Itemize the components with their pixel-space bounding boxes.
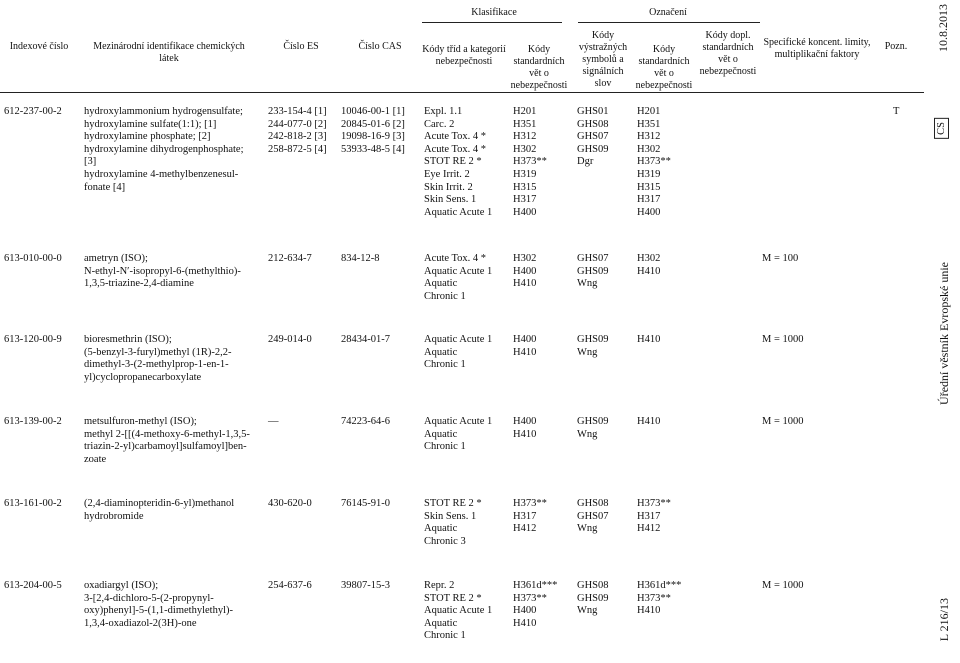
row-4-name: metsulfuron-methyl (ISO); methyl 2-[[(4-methoxy-6-methyl-1,3,5- triazin-2-yl)carbamoyl]sulfamoyl]ben- zoate <box>84 416 250 465</box>
row-2-name: ametryn (ISO); N-ethyl-N′-isopropyl-6-(methylthio)- 1,3,5-triazine-2,4-diamine <box>84 253 241 290</box>
row-4-limits: M = 1000 <box>762 416 804 427</box>
row-2-limits: M = 100 <box>762 253 799 264</box>
language-code-box: CS <box>934 118 949 139</box>
row-2-hazard-statement: H302 H400 H410 <box>513 253 537 290</box>
row-6-name: oxadiargyl (ISO); 3-[2,4-dichloro-5-(2-propynyl- oxy)phenyl]-5-(1,1-dimethylethyl)- 1,3,4-oxadiazol-2(3H)-one <box>84 580 233 629</box>
row-6-index: 613-204-00-5 <box>4 580 62 591</box>
row-5-index: 613-161-00-2 <box>4 498 62 509</box>
row-5-hazard-statement: H373** H317 H412 <box>513 498 547 535</box>
header-specific-limits: Specifické koncent. limity, multiplikační faktory <box>763 37 871 60</box>
row-6-ec: 254-637-6 <box>268 580 312 591</box>
header-supplementary-codes: Kódy dopl. standardních vět o nebezpečnosti <box>699 30 757 77</box>
header-notes: Pozn. <box>884 41 908 52</box>
header-rule <box>0 92 924 93</box>
row-3-limits: M = 1000 <box>762 334 804 345</box>
row-6-label-statement: H361d*** H373** H410 <box>637 580 682 617</box>
header-chemical-identification: Mezinárodní identifikace chemických látek <box>93 41 245 64</box>
row-3-hazard-class: Aquatic Acute 1 Aquatic Chronic 1 <box>424 334 493 371</box>
row-2-index: 613-010-00-0 <box>4 253 62 264</box>
header-labelling: Označení <box>649 7 687 18</box>
row-1-label-statement: H201 H351 H312 H302 H373** H319 H315 H317 H400 <box>637 106 671 218</box>
header-cas-number: Číslo CAS <box>358 41 402 52</box>
page-date: 10.8.2013 <box>936 4 950 52</box>
row-1-cas: 10046-00-1 [1] 20845-01-6 [2] 19098-16-9 [3] 53933-48-5 [4] <box>341 106 405 155</box>
row-3-index: 613-120-00-9 <box>4 334 62 345</box>
row-1-notes: T <box>893 106 900 117</box>
header-hazard-statement-codes-class: Kódy standardních vět o nebezpečnosti <box>510 44 568 91</box>
row-2-cas: 834-12-8 <box>341 253 380 264</box>
row-5-hazard-class: STOT RE 2 * Skin Sens. 1 Aquatic Chronic 3 <box>424 498 482 547</box>
labelling-underline <box>578 22 760 23</box>
row-6-pictogram: GHS08 GHS09 Wng <box>577 580 609 617</box>
row-4-hazard-statement: H400 H410 <box>513 416 537 440</box>
journal-title: Úřední věstník Evropské unie <box>937 262 951 405</box>
row-3-label-statement: H410 <box>637 334 661 345</box>
row-1-ec: 233-154-4 [1] 244-077-0 [2] 242-818-2 [3] 258-872-5 [4] <box>268 106 327 155</box>
row-3-hazard-statement: H400 H410 <box>513 334 537 358</box>
header-classification: Klasifikace <box>471 7 517 18</box>
header-hazard-class-codes: Kódy tříd a kategorií nebezpečnosti <box>422 44 506 67</box>
page-reference: L 216/13 <box>937 598 951 642</box>
row-4-pictogram: GHS09 Wng <box>577 416 609 440</box>
row-1-hazard-class: Expl. 1.1 Carc. 2 Acute Tox. 4 * Acute Tox. 4 * STOT RE 2 * Eye Irrit. 2 Skin Irrit. 2 Skin Sens. 1 Aquatic Acute 1 <box>424 106 493 218</box>
row-6-hazard-class: Repr. 2 STOT RE 2 * Aquatic Acute 1 Aquatic Chronic 1 <box>424 580 493 642</box>
classification-underline <box>422 22 562 23</box>
row-4-index: 613-139-00-2 <box>4 416 62 427</box>
row-1-name: hydroxylammonium hydrogensulfate; hydroxylamine sulfate(1:1); [1] hydroxylamine phosphate; [2] hydroxylamine dihydrogenphosphate; [3] hydroxylamine 4-methylbenzenesul- fonate [4] <box>84 106 244 193</box>
row-5-name: (2,4-diaminopteridin-6-yl)methanol hydrobromide <box>84 498 235 522</box>
row-1-index: 612-237-00-2 <box>4 106 62 117</box>
row-1-pictogram: GHS01 GHS08 GHS07 GHS09 Dgr <box>577 106 609 168</box>
row-3-name: bioresmethrin (ISO); (5-benzyl-3-furyl)methyl (1R)-2,2- dimethyl-3-(2-methylprop-1-en-1- yl)cyclopropanecarboxylate <box>84 334 232 383</box>
row-1-hazard-statement: H201 H351 H312 H302 H373** H319 H315 H317 H400 <box>513 106 547 218</box>
row-5-label-statement: H373** H317 H412 <box>637 498 671 535</box>
row-6-limits: M = 1000 <box>762 580 804 591</box>
header-hazard-statement-codes-label: Kódy standardních vět o nebezpečnosti <box>635 44 693 91</box>
row-5-pictogram: GHS08 GHS07 Wng <box>577 498 609 535</box>
row-3-pictogram: GHS09 Wng <box>577 334 609 358</box>
row-6-hazard-statement: H361d*** H373** H400 H410 <box>513 580 558 629</box>
row-2-ec: 212-634-7 <box>268 253 312 264</box>
row-2-label-statement: H302 H410 <box>637 253 661 277</box>
row-6-cas: 39807-15-3 <box>341 580 390 591</box>
row-3-ec: 249-014-0 <box>268 334 312 345</box>
row-4-hazard-class: Aquatic Acute 1 Aquatic Chronic 1 <box>424 416 493 453</box>
row-4-label-statement: H410 <box>637 416 661 427</box>
row-5-cas: 76145-91-0 <box>341 498 390 509</box>
row-3-cas: 28434-01-7 <box>341 334 390 345</box>
row-2-pictogram: GHS07 GHS09 Wng <box>577 253 609 290</box>
header-ec-number: Číslo ES <box>283 41 319 52</box>
header-pictogram-codes: Kódy výstražných symbolů a signálních slov <box>578 30 628 89</box>
row-2-hazard-class: Acute Tox. 4 * Aquatic Acute 1 Aquatic Chronic 1 <box>424 253 493 302</box>
header-index-number: Indexové číslo <box>9 41 69 52</box>
row-4-cas: 74223-64-6 <box>341 416 390 427</box>
row-5-ec: 430-620-0 <box>268 498 312 509</box>
row-4-ec: — <box>268 416 279 427</box>
